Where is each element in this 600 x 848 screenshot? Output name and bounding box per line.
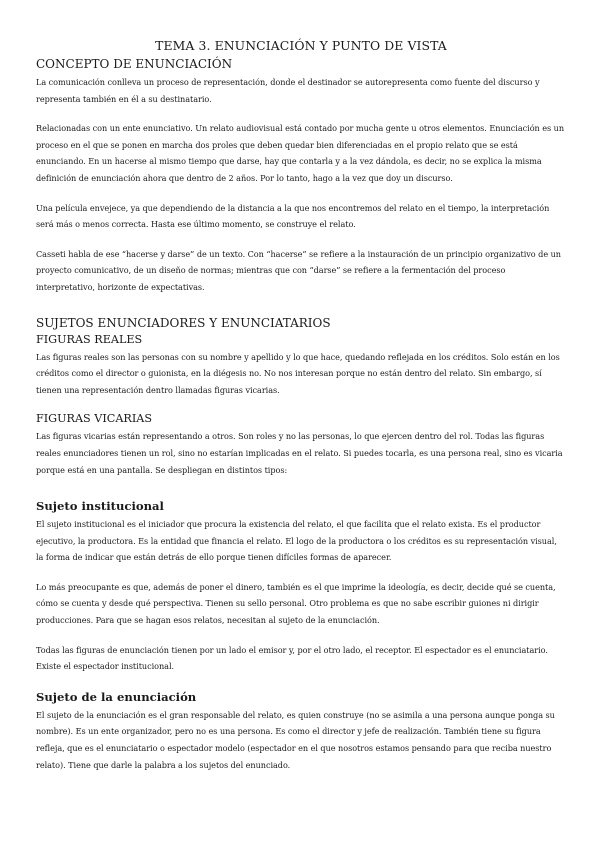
paragraph-concepto-4: Casseti habla de ese “hacerse y darse” de un texto. Con “hacerse” se refiere a la instauración de un principio organizativo de un proyecto comunicativo, de un diseño de normas; mientras que con “darse” se refiere a la fermentación del proceso interpretativo, horizonte de expectativas. <box>36 248 561 292</box>
page-title: TEMA 3. ENUNCIACIÓN Y PUNTO DE VISTA <box>155 38 447 53</box>
paragraph-institucional-3: Todas las figuras de enunciación tienen por un lado el emisor y, por el otro lado, el receptor. El espectador es el enunciatario. Existe el espectador institucional. <box>36 644 548 672</box>
subheading-sujeto-enunciacion: Sujeto de la enunciación <box>36 689 197 704</box>
paragraph-institucional-2: Lo más preocupante es que, además de poner el dinero, también es el que imprime la ideología, es decir, decide qué se cuenta, cómo se cuenta y desde qué perspectiva. Tienen su sello personal. Otro problema es que no sabe escribir guiones ni dirigir producciones. Para que se hagan esos relatos, necesitan al sujeto de la enunciación. <box>36 581 556 626</box>
section-heading-sujetos: SUJETOS ENUNCIADORES Y ENUNCIATARIOS <box>36 315 331 330</box>
paragraph-figuras-vicarias: Las figuras vicarias están representando a otros. Son roles y no las personas, lo que ejercen dentro del rol. Todas las figuras reales enunciadores tienen un rol, sino no estarían implicadas en el relato. Si puedes tocarla, es una persona real, sino es vicaria porque está en una pantalla. Se despliegan en distintos tipos: <box>36 431 563 475</box>
paragraph-concepto-1: La comunicación conlleva un proceso de representación, donde el destinador se autorepresenta como fuente del discurso y representa también en él a su destinatario. <box>36 77 540 104</box>
paragraph-concepto-2: Relacionadas con un ente enunciativo. Un relato audiovisual está contado por mucha gente u otros elementos. Enunciación es un proceso en el que se ponen en marcha dos proles que deben quedar bien diferenciadas en el propio relato que se está enunciando. En un hacerse al mismo tiempo que darse, hay que contarla y a la vez dándola, es decir, no se explica la misma definición de enunciación ahora que dentro de 2 años. Por lo tanto, hago a la vez que doy un discurso. <box>36 123 565 183</box>
paragraph-sujeto-enunciacion: El sujeto de la enunciación es el gran responsable del relato, es quien construye (no se asimila a una persona aunque ponga su nombre). Es un ente organizador, pero no es una persona. Es como el director y jefe de realización. También tiene su figura refleja, que es el enunciatario o espectador modelo (espectador en el que nosotros estamos pensando para que reciba nuestro relato). Tiene que darle la palabra a los sujetos del enunciado. <box>36 709 555 770</box>
subheading-figuras-reales: FIGURAS REALES <box>36 332 143 346</box>
subheading-figuras-vicarias: FIGURAS VICARIAS <box>36 412 152 426</box>
subheading-sujeto-institucional: Sujeto institucional <box>36 499 164 514</box>
paragraph-institucional-1: El sujeto institucional es el iniciador que procura la existencia del relato, el que facilita que el relato exista. Es el productor ejecutivo, la productora. Es la entidad que financia el relato. El logo de la productora o los créditos es su representación visual, la forma de indicar que están detrás de ello porque tienen difíciles formas de aparecer. <box>36 519 557 563</box>
section-heading-concepto: CONCEPTO DE ENUNCIACIÓN <box>36 57 233 71</box>
paragraph-concepto-3: Una película envejece, ya que dependiendo de la distancia a la que nos encontremos del relato en el tiempo, la interpretación será más o menos correcta. Hasta ese último momento, se construye el relato. <box>36 202 550 230</box>
paragraph-figuras-reales: Las figuras reales son las personas con su nombre y apellido y lo que hace, quedando reflejada en los créditos. Solo están en los créditos como el director o guionista, en la diégesis no. No nos interesan porque no están dentro del relato. Sin embargo, sí tienen una representación dentro llamadas figuras vicarias. <box>36 351 560 395</box>
